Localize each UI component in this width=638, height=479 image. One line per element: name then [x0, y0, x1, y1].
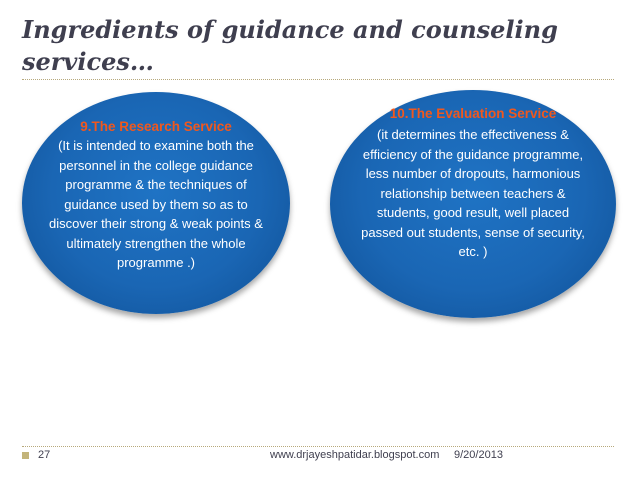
evaluation-service-heading: 10.The Evaluation Service	[389, 106, 557, 121]
footer-divider	[22, 446, 614, 447]
evaluation-service-description: (it determines the effectiveness & efficiency of the guidance programme, less number of dropouts, harmonious relationship between teachers & students, good result, well placed passed out students, sense of security, etc. )	[361, 127, 585, 259]
evaluation-service-ellipse	[330, 90, 616, 318]
footer-bullet-icon	[22, 452, 29, 459]
slide-title: Ingredients of guidance and counseling services…	[22, 15, 558, 76]
footer-date: 9/20/2013	[454, 449, 503, 461]
slide-number: 27	[38, 449, 51, 461]
research-service-ellipse	[22, 92, 290, 314]
title-divider	[22, 79, 614, 80]
research-service-heading: 9.The Research Service	[80, 119, 232, 134]
footer-url: www.drjayeshpatidar.blogspot.com	[270, 449, 440, 461]
research-service-description: (It is intended to examine both the personnel in the college guidance programme & the techniques of guidance used by them so as to discover their strong & weak points & ultimately strengthen the whole programme .)	[49, 138, 263, 270]
